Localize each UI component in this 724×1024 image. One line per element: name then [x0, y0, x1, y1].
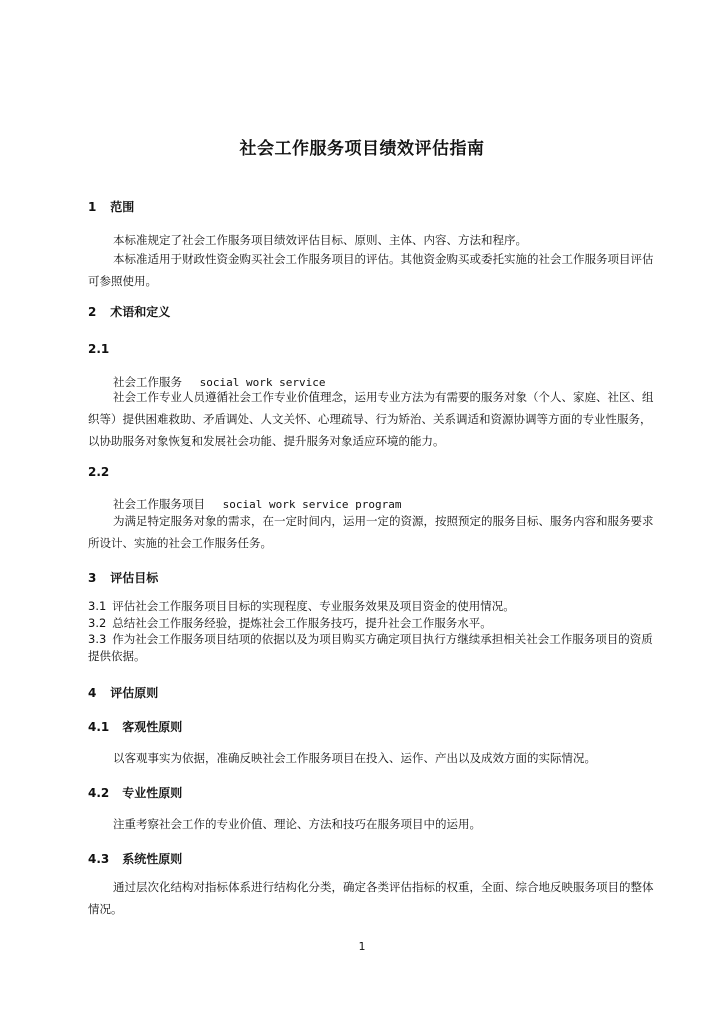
section-number: 4.3 [88, 852, 110, 866]
term-english: social work service program [222, 498, 402, 511]
subsection-heading-objectivity [88, 718, 182, 735]
term-definition: 为满足特定服务对象的需求，在一定时间内，运用一定的资源，按照预定的服务目标、服务内容和服务要求所设计、实施的社会工作服务任务。 [88, 514, 654, 550]
section-number: 4 [88, 686, 97, 700]
item-number: 3.2 [88, 616, 107, 630]
item-text: 评估社会工作服务项目目标的实现程度、专业服务效果及项目资金的使用情况。 [112, 599, 515, 613]
term-chinese: 社会工作服务项目 [113, 497, 205, 511]
section-title: 评估原则 [110, 686, 159, 700]
item-number: 3.1 [88, 599, 107, 613]
section-title: 评估目标 [110, 571, 159, 585]
page-number: 1 [358, 940, 366, 953]
subsection-heading-professionalism [88, 784, 182, 801]
principle-paragraph: 以客观事实为依据，准确反映社会工作服务项目在投入、运作、产出以及成效方面的实际情况。 [113, 751, 596, 765]
section-number: 1 [88, 200, 97, 214]
section-heading-terms [88, 303, 170, 320]
item-text: 总结社会工作服务经验，提炼社会工作服务技巧，提升社会工作服务水平。 [112, 616, 492, 630]
section-heading-objectives [88, 569, 158, 586]
section-number: 4.1 [88, 720, 110, 734]
subsection-heading-systematic [88, 850, 182, 867]
list-item [88, 631, 658, 664]
list-item [88, 598, 658, 615]
clause-number-2-1: 2.1 [88, 342, 110, 356]
section-title: 系统性原则 [122, 852, 183, 866]
section-title: 专业性原则 [122, 786, 183, 800]
principle-paragraph: 通过层次化结构对指标体系进行结构化分类，确定各类评估指标的权重，全面、综合地反映服务项目的整体情况。 [88, 880, 654, 916]
section-number: 2 [88, 305, 97, 319]
document-title: 社会工作服务项目绩效评估指南 [239, 139, 485, 159]
section-number: 3 [88, 571, 97, 585]
principle-paragraph: 注重考察社会工作的专业价值、理论、方法和技巧在服务项目中的运用。 [113, 817, 481, 831]
term-definition: 社会工作专业人员遵循社会工作专业价值理念，运用专业方法为有需要的服务对象（个人、家庭、社区、组织等）提供困难救助、矛盾调处、人文关怀、心理疏导、行为矫治、关系调适和资源协调等方面的专业性服务，以协助服务对象恢复和发展社会功能、提升服务对象适应环境的能力。 [88, 390, 654, 448]
section-title: 客观性原则 [122, 720, 183, 734]
section-title: 术语和定义 [110, 305, 171, 319]
list-item [88, 615, 658, 632]
scope-paragraph-2: 本标准适用于财政性资金购买社会工作服务项目的评估。其他资金购买或委托实施的社会工作服务项目评估可参照使用。 [88, 252, 654, 288]
item-number: 3.3 [88, 632, 107, 646]
item-text: 作为社会工作服务项目结项的依据以及为项目购买方确定项目执行方继续承担相关社会工作服务项目的资质提供依据。 [88, 632, 653, 663]
term-english: social work service [199, 376, 326, 389]
scope-paragraph-1: 本标准规定了社会工作服务项目绩效评估目标、原则、主体、内容、方法和程序。 [113, 233, 527, 247]
section-heading-principles [88, 684, 158, 701]
term-chinese: 社会工作服务 [113, 375, 182, 389]
section-number: 4.2 [88, 786, 110, 800]
section-title: 范围 [110, 200, 135, 214]
section-heading-scope [88, 198, 134, 215]
clause-number-2-2: 2.2 [88, 465, 110, 479]
